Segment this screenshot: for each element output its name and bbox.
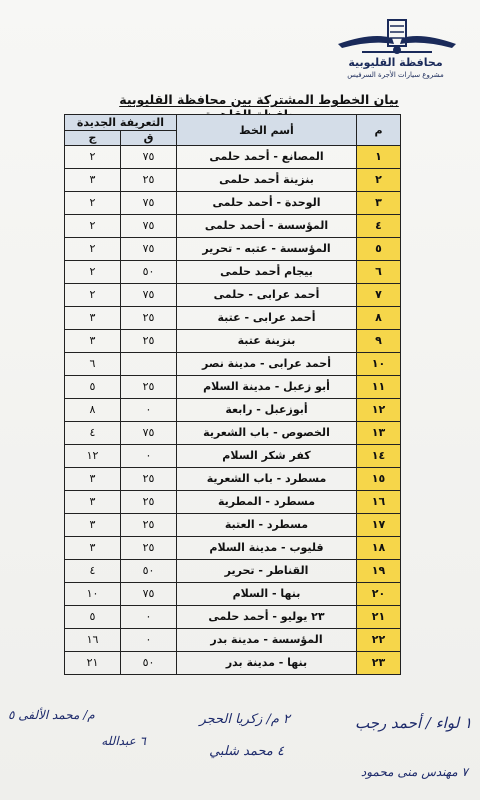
row-line-name: الوحدة - أحمد حلمى <box>177 192 357 215</box>
row-number: ١٥ <box>357 468 401 491</box>
row-tariff-q: ٧٥ <box>121 146 177 169</box>
row-line-name: مسطرد - المطرية <box>177 491 357 514</box>
row-line-name: المؤسسة - أحمد حلمى <box>177 215 357 238</box>
row-tariff-j: ٥ <box>65 376 121 399</box>
row-tariff-q: ٢٥ <box>121 491 177 514</box>
row-line-name: أحمد عرابى - عتبة <box>177 307 357 330</box>
table-row <box>65 560 401 583</box>
row-tariff-j: ٣ <box>65 307 121 330</box>
row-tariff-q: ٢٥ <box>121 376 177 399</box>
table-row <box>65 399 401 422</box>
row-number: ٨ <box>357 307 401 330</box>
row-tariff-q: ٥٠ <box>121 652 177 675</box>
table-row <box>65 629 401 652</box>
row-tariff-q: ٠ <box>121 629 177 652</box>
row-tariff-j: ٢ <box>65 215 121 238</box>
row-line-name: ٢٣ يوليو - أحمد حلمى <box>177 606 357 629</box>
table-row <box>65 169 401 192</box>
header-line: أسم الخط <box>177 115 357 146</box>
row-number: ١٣ <box>357 422 401 445</box>
row-number: ١٦ <box>357 491 401 514</box>
row-number: ٢٠ <box>357 583 401 606</box>
row-tariff-q: ٥٠ <box>121 261 177 284</box>
signature-4: ٤ محمد شلبي <box>209 744 284 759</box>
signature-5: ٦ عبدالله <box>101 734 146 748</box>
row-tariff-q: ٧٥ <box>121 583 177 606</box>
table-row <box>65 652 401 675</box>
table-row <box>65 284 401 307</box>
row-number: ١٠ <box>357 353 401 376</box>
row-tariff-q: ٧٥ <box>121 192 177 215</box>
row-number: ١٧ <box>357 514 401 537</box>
row-number: ٤ <box>357 215 401 238</box>
table-row <box>65 468 401 491</box>
row-tariff-j: ١٠ <box>65 583 121 606</box>
row-number: ٢ <box>357 169 401 192</box>
row-line-name: أبو زعبل - مدينة السلام <box>177 376 357 399</box>
header-logo <box>332 14 462 86</box>
table-row <box>65 238 401 261</box>
signature-1: ١ لواء / أحمد رجب <box>355 714 472 732</box>
row-tariff-j: ٢ <box>65 146 121 169</box>
table-row <box>65 537 401 560</box>
row-number: ٣ <box>357 192 401 215</box>
row-tariff-q: ٧٥ <box>121 238 177 261</box>
row-tariff-q <box>121 353 177 376</box>
row-line-name: بنزينة أحمد حلمى <box>177 169 357 192</box>
row-tariff-j: ٢ <box>65 284 121 307</box>
row-tariff-j: ٢ <box>65 192 121 215</box>
table-row <box>65 514 401 537</box>
row-tariff-q: ٠ <box>121 445 177 468</box>
row-tariff-q: ٢٥ <box>121 468 177 491</box>
table-row <box>65 261 401 284</box>
row-tariff-j: ٢ <box>65 238 121 261</box>
row-number: ٥ <box>357 238 401 261</box>
row-tariff-q: ٢٥ <box>121 307 177 330</box>
row-tariff-q: ٢٥ <box>121 514 177 537</box>
row-tariff-q: ٧٥ <box>121 422 177 445</box>
row-tariff-j: ٣ <box>65 169 121 192</box>
row-tariff-j: ٢١ <box>65 652 121 675</box>
row-line-name: أحمد عرابى - حلمى <box>177 284 357 307</box>
table-row <box>65 192 401 215</box>
signature-2: ٢ م/ زكريا الحجر <box>199 712 290 727</box>
row-tariff-q: ٧٥ <box>121 215 177 238</box>
row-line-name: بيجام أحمد حلمى <box>177 261 357 284</box>
row-number: ٧ <box>357 284 401 307</box>
row-line-name: المصانع - أحمد حلمى <box>177 146 357 169</box>
row-tariff-j: ١٢ <box>65 445 121 468</box>
row-tariff-j: ١٦ <box>65 629 121 652</box>
row-tariff-q: ٢٥ <box>121 330 177 353</box>
row-tariff-j: ٣ <box>65 537 121 560</box>
row-number: ٢٢ <box>357 629 401 652</box>
signature-6: ٧ مهندس منى محمود <box>360 765 468 779</box>
row-number: ١ <box>357 146 401 169</box>
table-row <box>65 491 401 514</box>
row-line-name: الخصوص - باب الشعرية <box>177 422 357 445</box>
table-row <box>65 353 401 376</box>
row-tariff-q: ٢٥ <box>121 169 177 192</box>
row-tariff-j: ٣ <box>65 514 121 537</box>
row-number: ١٨ <box>357 537 401 560</box>
row-line-name: قليوب - مدينة السلام <box>177 537 357 560</box>
row-line-name: القناطر - تحرير <box>177 560 357 583</box>
row-tariff-j: ٨ <box>65 399 121 422</box>
row-line-name: بنزينة عتبة <box>177 330 357 353</box>
row-line-name: بنها - مدينة بدر <box>177 652 357 675</box>
header-tariff: التعريفة الجديدة <box>65 115 177 131</box>
row-tariff-j: ٤ <box>65 560 121 583</box>
row-line-name: أحمد عرابى - مدينة نصر <box>177 353 357 376</box>
row-line-name: مسطرد - باب الشعرية <box>177 468 357 491</box>
row-number: ٢١ <box>357 606 401 629</box>
row-number: ١١ <box>357 376 401 399</box>
row-tariff-j: ٥ <box>65 606 121 629</box>
governorate-emblem-icon <box>332 14 462 58</box>
table-row <box>65 422 401 445</box>
row-tariff-j: ٣ <box>65 468 121 491</box>
row-number: ٦ <box>357 261 401 284</box>
row-tariff-q: ٢٥ <box>121 537 177 560</box>
row-tariff-j: ٤ <box>65 422 121 445</box>
row-tariff-j: ٦ <box>65 353 121 376</box>
table-row <box>65 376 401 399</box>
org-name: محافظة القليوبية <box>348 56 443 69</box>
row-number: ٩ <box>357 330 401 353</box>
row-line-name: أبوزعبل - رابعة <box>177 399 357 422</box>
project-name: مشروع سيارات الأجرة السرفيس <box>347 71 444 79</box>
row-number: ٢٣ <box>357 652 401 675</box>
row-line-name: بنها - السلام <box>177 583 357 606</box>
signature-3: م/ محمد الألفى ٥ <box>8 708 95 722</box>
table-row <box>65 307 401 330</box>
row-tariff-j: ٣ <box>65 491 121 514</box>
document-title: بيان الخطوط المشتركة بين محافظة القليوبية <box>119 92 399 107</box>
table-row <box>65 606 401 629</box>
header-j: ج <box>65 131 121 146</box>
table-row <box>65 215 401 238</box>
row-tariff-q: ٥٠ <box>121 560 177 583</box>
table-row <box>65 583 401 606</box>
row-tariff-q: ٧٥ <box>121 284 177 307</box>
row-number: ١٩ <box>357 560 401 583</box>
row-tariff-j: ٣ <box>65 330 121 353</box>
table-row <box>65 330 401 353</box>
row-tariff-q: ٠ <box>121 606 177 629</box>
row-line-name: المؤسسة - مدينة بدر <box>177 629 357 652</box>
header-num: م <box>357 115 401 146</box>
row-line-name: مسطرد - العتبة <box>177 514 357 537</box>
table-row <box>65 146 401 169</box>
row-line-name: كفر شكر السلام <box>177 445 357 468</box>
table-row <box>65 445 401 468</box>
header-q: ق <box>121 131 177 146</box>
row-number: ١٤ <box>357 445 401 468</box>
row-number: ١٢ <box>357 399 401 422</box>
row-line-name: المؤسسة - عتبه - تحرير <box>177 238 357 261</box>
row-tariff-j: ٢ <box>65 261 121 284</box>
routes-table <box>64 114 401 675</box>
row-tariff-q: ٠ <box>121 399 177 422</box>
